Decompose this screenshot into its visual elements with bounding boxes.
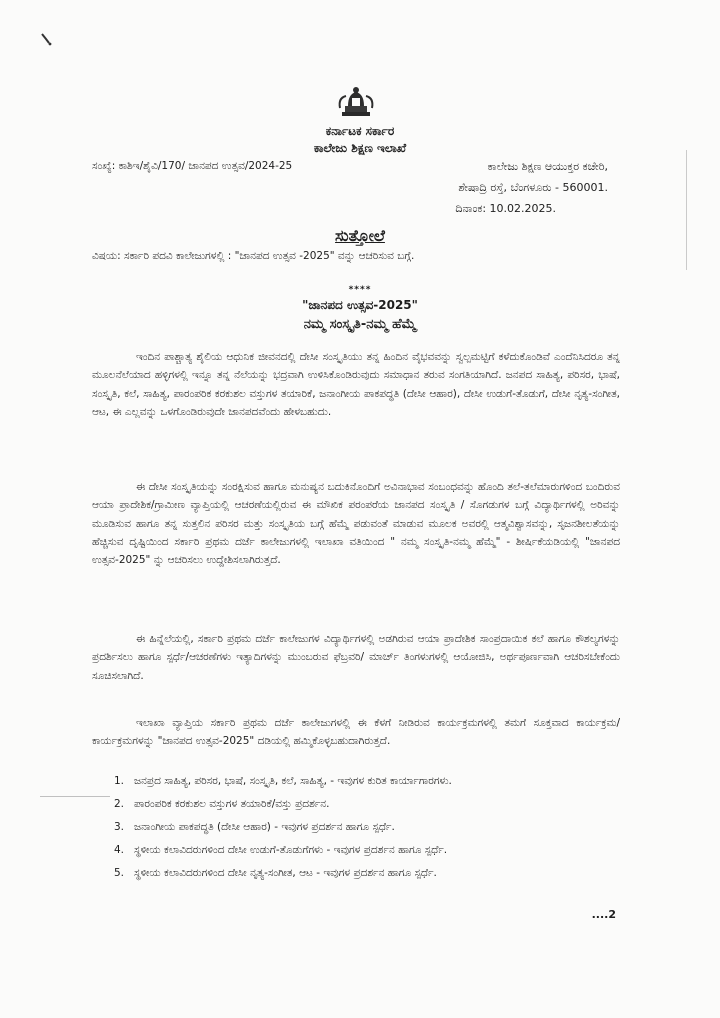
list-item xyxy=(114,772,622,790)
list-text: ಪಾರಂಪರಿಕ ಕರಕುಶಲ ವಸ್ತುಗಳ ತಯಾರಿಕೆ/ವಸ್ತು ಪ್ರದರ್ಶನ. xyxy=(134,798,330,810)
government-name: ಕರ್ನಾಟಕ ಸರ್ಕಾರ xyxy=(325,124,395,138)
page-number: ....2 xyxy=(591,908,616,921)
office-address: ಶೇಷಾದ್ರಿ ರಸ್ತೆ, ಬೆಂಗಳೂರು - 560001. xyxy=(458,181,608,194)
festival-name: "ಜಾನಪದ ಉತ್ಸವ-2025" xyxy=(302,298,418,312)
program-list xyxy=(114,772,622,887)
paragraph-1: ಇಂದಿನ ಪಾಶ್ಚಾತ್ಯ ಶೈಲಿಯ ಆಧುನಿಕ ಜೀವನದಲ್ಲಿ ದೇಸೀ ಸಂಸ್ಕೃತಿಯು ತನ್ನ ಹಿಂದಿನ ವೈಭವವನ್ನು ಸ್ವಲ್ಪಮಟ್ಟಿಗೆ ಕಳೆದುಕೊಂಡಿವೆ ಎಂದೆನಿಸಿದರೂ ತನ್ನ ಮೂಲನೆಲೆಯಾದ ಹಳ್ಳಿಗಳಲ್ಲಿ ಇನ್ನೂ ತನ್ನ ನೆಲೆಯನ್ನು ಭದ್ರವಾಗಿ ಉಳಿಸಿಕೊಂಡಿರುವುದು ಸಮಾಧಾನ ತರುವ ಸಂಗತಿಯಾಗಿದೆ. ಜನಪದ ಸಾಹಿತ್ಯ, ಪರಿಸರ, ಭಾಷೆ, ಸಂಸ್ಕೃತಿ, ಕಲೆ, ಸಾಹಿತ್ಯ, ಪಾರಂಪರಿಕ ಕರಕುಶಲ ವಸ್ತುಗಳ ತಯಾರಿಕೆ, ಜನಾಂಗೀಯ ಪಾಕಪದ್ಧತಿ (ದೇಸೀ ಆಹಾರ), ದೇಸೀ ಉಡುಗೆ-ತೊಡುಗೆ, ದೇಸೀ ನೃತ್ಯ-ಸಂಗೀತ, ಆಟ, ಈ ಎಲ್ಲವನ್ನು ಒಳಗೊಂಡಿರುವುದೇ ಜಾನಪದವೆಂದು ಹೇಳಬಹುದು. xyxy=(92,351,620,418)
list-number: 5. xyxy=(114,867,125,879)
department-name: ಕಾಲೇಜು ಶಿಕ್ಷಣ ಇಲಾಖೆ xyxy=(313,141,407,155)
scan-mark-icon xyxy=(40,32,52,46)
list-item xyxy=(114,841,622,859)
list-text: ಸ್ಥಳೀಯ ಕಲಾವಿದರುಗಳಿಂದ ದೇಸೀ ನೃತ್ಯ-ಸಂಗೀತ, ಆಟ - ಇವುಗಳ ಪ್ರದರ್ಶನ ಹಾಗೂ ಸ್ಪರ್ಧೆ. xyxy=(134,867,437,879)
list-item xyxy=(114,795,622,813)
list-number: 4. xyxy=(114,844,125,856)
scan-artifact-line xyxy=(40,796,110,797)
office-name: ಕಾಲೇಜು ಶಿಕ್ಷಣ ಆಯುಕ್ತರ ಕಚೇರಿ, xyxy=(487,160,608,173)
list-number: 3. xyxy=(114,821,125,833)
list-number: 2. xyxy=(114,798,125,810)
paragraph-4: ಇಲಾಖಾ ವ್ಯಾಪ್ತಿಯ ಸರ್ಕಾರಿ ಪ್ರಥಮ ದರ್ಜೆ ಕಾಲೇಜುಗಳಲ್ಲಿ ಈ ಕೆಳಗೆ ನೀಡಿರುವ ಕಾರ್ಯಕ್ರಮಗಳಲ್ಲಿ ತಮಗೆ ಸೂಕ್ತವಾದ ಕಾರ್ಯಕ್ರಮ/ಕಾರ್ಯಕ್ರಮಗಳನ್ನು "ಜಾನಪದ ಉತ್ಸವ-2025" ದಡಿಯಲ್ಲಿ ಹಮ್ಮಿಕೊಳ್ಳಬಹುದಾಗಿರುತ್ತದೆ. xyxy=(92,717,620,748)
karnataka-emblem-icon xyxy=(336,84,376,120)
subject-line: ವಿಷಯ: ಸರ್ಕಾರಿ ಪದವಿ ಕಾಲೇಜುಗಳಲ್ಲಿ : "ಜಾನಪದ ಉತ್ಸವ -2025" ವನ್ನು ಆಚರಿಸುವ ಬಗ್ಗೆ. xyxy=(92,250,415,262)
paragraph-3: ಈ ಹಿನ್ನೆಲೆಯಲ್ಲಿ, ಸರ್ಕಾರಿ ಪ್ರಥಮ ದರ್ಜೆ ಕಾಲೇಜುಗಳ ವಿದ್ಯಾರ್ಥಿಗಳಲ್ಲಿ ಅಡಗಿರುವ ಆಯಾ ಪ್ರಾದೇಶಿಕ ಸಾಂಪ್ರದಾಯಿಕ ಕಲೆ ಹಾಗೂ ಕೌಶಲ್ಯಗಳನ್ನು ಪ್ರದರ್ಶಿಸಲು ಹಾಗೂ ಸ್ಪರ್ಧೆ/ಆಚರಣೆಗಳು ಇತ್ಯಾದಿಗಳನ್ನು ಮುಂಬರುವ ಫೆಬ್ರವರಿ/ ಮಾರ್ಚ್ ತಿಂಗಳುಗಳಲ್ಲಿ ಆಯೋಜಿಸಿ, ಅರ್ಥಪೂರ್ಣವಾಗಿ ಆಚರಿಸಬೇಕೆಂದು ಸೂಚಿಸಲಾಗಿದೆ. xyxy=(92,633,620,682)
list-number: 1. xyxy=(114,775,125,787)
list-text: ಸ್ಥಳೀಯ ಕಲಾವಿದರುಗಳಿಂದ ದೇಸೀ ಉಡುಗೆ-ತೊಡುಗೆಗಳು - ಇವುಗಳ ಪ್ರದರ್ಶನ ಹಾಗೂ ಸ್ಪರ್ಧೆ. xyxy=(134,844,448,856)
circular-date: ದಿನಾಂಕ: 10.02.2025. xyxy=(455,202,556,215)
separator-stars: **** xyxy=(348,285,372,295)
list-text: ಜನಾಂಗೀಯ ಪಾಕಪದ್ಧತಿ (ದೇಸೀ ಆಹಾರ) - ಇವುಗಳ ಪ್ರದರ್ಶನ ಹಾಗೂ ಸ್ಪರ್ಧೆ. xyxy=(134,821,395,833)
list-text: ಜನಪ್ರದ ಸಾಹಿತ್ಯ, ಪರಿಸರ, ಭಾಷೆ, ಸಂಸ್ಕೃತಿ, ಕಲೆ, ಸಾಹಿತ್ಯ, - ಇವುಗಳ ಕುರಿತ ಕಾರ್ಯಾಗಾರಗಳು. xyxy=(134,775,452,787)
circular-title: ಸುತ್ತೋಲೆ xyxy=(335,226,385,245)
paragraph-2: ಈ ದೇಸೀ ಸಂಸ್ಕೃತಿಯನ್ನು ಸಂರಕ್ಷಿಸುವ ಹಾಗೂ ಮನುಷ್ಯನ ಬದುಕಿನೊಂದಿಗೆ ಅವಿನಾಭಾವ ಸಂಬಂಧವನ್ನು ಹೊಂದಿ ತಲೆ-ತಲೆಮಾರುಗಳಿಂದ ಬಂದಿರುವ ಆಯಾ ಪ್ರಾದೇಶಿಕ/ಗ್ರಾಮೀಣ ವ್ಯಾಪ್ತಿಯಲ್ಲಿ ಆಚರಣೆಯಲ್ಲಿರುವ ಈ ಮೌಖಿಕ ಪರಂಪರೆಯ ಜಾನಪದ ಸಂಸ್ಕೃತಿ / ಸೊಗಡುಗಳ ಬಗ್ಗೆ ವಿದ್ಯಾರ್ಥಿಗಳಲ್ಲಿ ಅರಿವನ್ನು ಮೂಡಿಸುವ ಹಾಗೂ ತನ್ನ ಸುತ್ತಲಿನ ಪರಿಸರ ಮತ್ತು ಸಂಸ್ಕೃತಿಯ ಬಗ್ಗೆ ಹೆಮ್ಮೆ ಪಡುವಂತೆ ಮಾಡುವ ಮೂಲಕ ಅವರಲ್ಲಿ ಆತ್ಮವಿಶ್ವಾಸವನ್ನು, ಸೃಜನಶೀಲತೆಯನ್ನು ಹೆಚ್ಚಿಸುವ ದೃಷ್ಟಿಯಿಂದ ಸರ್ಕಾರಿ ಪ್ರಥಮ ದರ್ಜೆ ಕಾಲೇಜುಗಳಲ್ಲಿ ಇಲಾಖಾ ವತಿಯಿಂದ " ನಮ್ಮ ಸಂಸ್ಕೃತಿ-ನಮ್ಮ ಹೆಮ್ಮೆ" - ಶೀರ್ಷಿಕೆಯಡಿಯಲ್ಲಿ "ಜಾನಪದ ಉತ್ಸವ-2025" ನ್ನು ಆಚರಿಸಲು ಉದ್ದೇಶಿಸಲಾಗಿರುತ್ತದೆ. xyxy=(92,481,620,567)
reference-number: ಸಂಖ್ಯೆ: ಕಾಶಿಇ/ಶೈವಿ/170/ ಜಾನಪದ ಉತ್ಸವ/2024-25 xyxy=(92,160,293,172)
list-item xyxy=(114,864,622,882)
list-item xyxy=(114,818,622,836)
scan-artifact-line xyxy=(686,150,687,270)
festival-tagline: ನಮ್ಮ ಸಂಸ್ಕೃತಿ-ನಮ್ಮ ಹೆಮ್ಮೆ xyxy=(303,317,417,332)
